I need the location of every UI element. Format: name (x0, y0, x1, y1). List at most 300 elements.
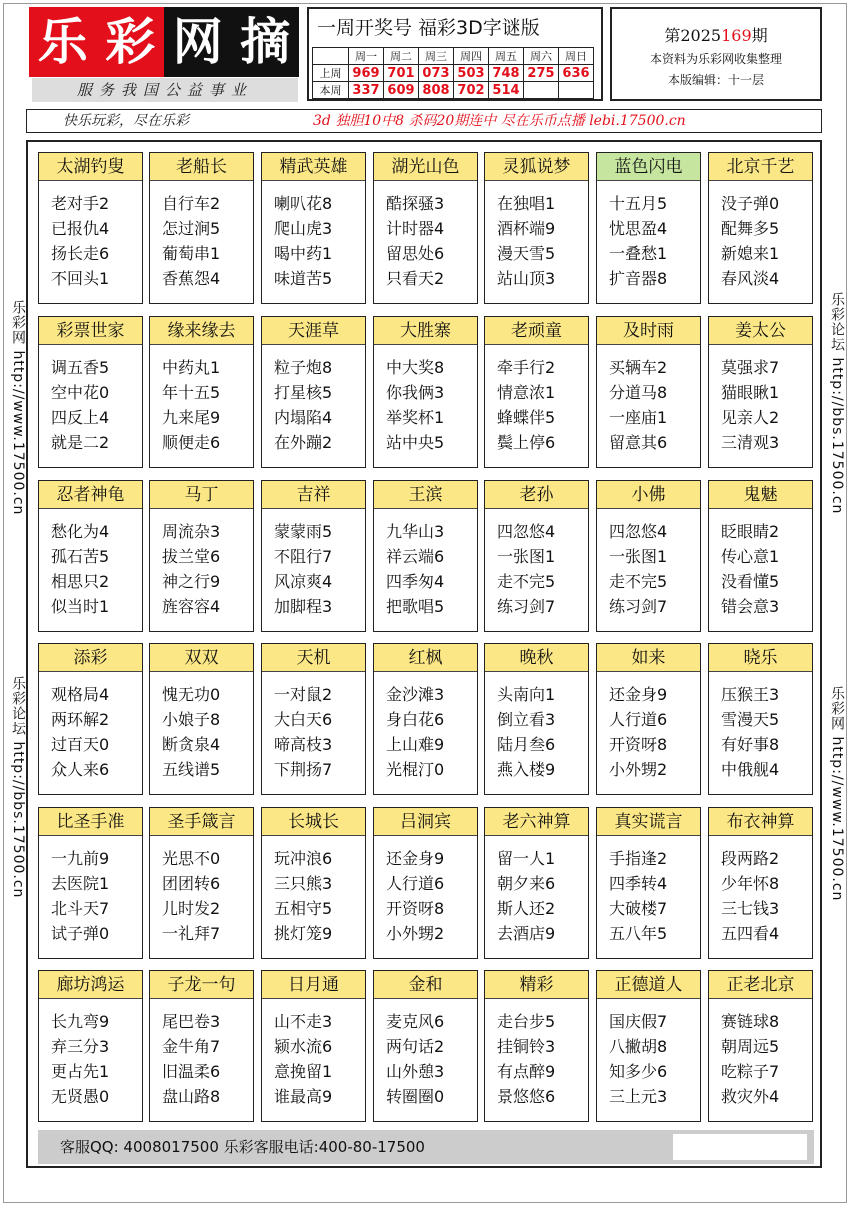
riddle-line: 年十五5 (162, 383, 221, 402)
riddle-line: 五四看4 (721, 924, 780, 943)
riddle-line: 顺便走6 (162, 433, 221, 452)
riddle-line: 走不完5 (497, 572, 556, 591)
riddle-line: 没看懂5 (721, 572, 780, 591)
riddle-cell (484, 480, 589, 632)
draw-number: 073 (419, 65, 454, 82)
riddle-cell (373, 480, 478, 632)
riddle-line: 八撇胡8 (609, 1037, 668, 1056)
riddle-line: 牵手行2 (497, 358, 556, 377)
riddle-line: 意挽留1 (274, 1062, 333, 1081)
riddle-lines (597, 345, 700, 455)
riddle-cell (708, 152, 813, 304)
riddle-line: 你我俩3 (386, 383, 445, 402)
riddle-line: 朝夕来6 (497, 874, 556, 893)
draw-number: 337 (349, 82, 384, 99)
riddle-author: 吕洞宾 (374, 808, 477, 836)
riddle-line: 旧温柔6 (162, 1062, 221, 1081)
riddle-cell (484, 152, 589, 304)
riddle-line: 陆月叁6 (497, 735, 556, 754)
draw-title: 一周开奖号 福彩3D字谜版 (317, 17, 540, 39)
riddle-lines (709, 836, 812, 946)
riddle-author: 及时雨 (597, 317, 700, 345)
riddle-line: 酒杯端9 (497, 219, 556, 238)
marquee-promo-link[interactable]: 3d 独胆10中8 杀码20期连中 尽在乐币点播 lebi.17500.cn (313, 113, 686, 129)
riddle-cell (149, 970, 254, 1122)
riddle-cell (261, 643, 366, 795)
riddle-line: 救灾外4 (721, 1087, 780, 1106)
riddle-author: 精武英雄 (262, 153, 365, 181)
footer-bar (38, 1130, 814, 1164)
riddle-line: 光思不0 (162, 849, 221, 868)
riddle-line: 站中央5 (386, 433, 445, 452)
day-label: 周一 (349, 48, 384, 65)
issue-editor: 本版编辑：十一层 (667, 73, 764, 87)
riddle-author: 吉祥 (262, 481, 365, 509)
riddle-line: 有好事8 (721, 735, 780, 754)
riddle-line: 爬山虎3 (274, 219, 333, 238)
riddle-line: 空中花0 (51, 383, 110, 402)
riddle-cell (261, 970, 366, 1122)
riddle-line: 儿时发2 (162, 899, 221, 918)
riddle-line: 猫眼瞅1 (721, 383, 780, 402)
draw-number: 609 (384, 82, 419, 99)
riddle-author: 圣手箴言 (150, 808, 253, 836)
riddle-cell (596, 970, 701, 1122)
riddle-line: 在外蹦2 (274, 433, 333, 452)
row-label: 上周 (313, 65, 349, 82)
riddle-line: 新媳来1 (721, 244, 780, 263)
riddle-lines (39, 672, 142, 782)
riddle-line: 自行车2 (162, 194, 221, 213)
riddle-line: 众人来6 (51, 760, 110, 779)
riddle-line: 买辆车2 (609, 358, 668, 377)
riddle-cell (373, 152, 478, 304)
riddle-line: 下荆扬7 (274, 760, 333, 779)
side-text-right-bottom: 乐彩网 http://www.17500.cn (829, 686, 845, 902)
riddle-line: 中俄舰4 (721, 760, 780, 779)
riddle-line: 大白天6 (274, 710, 333, 729)
riddle-line: 压猴王3 (721, 685, 780, 704)
riddle-lines (485, 672, 588, 782)
day-label: 周日 (559, 48, 594, 65)
slogan: 服务我国公益事业 (32, 78, 298, 102)
day-label: 周六 (524, 48, 559, 65)
riddle-author: 彩票世家 (39, 317, 142, 345)
riddle-author: 真实谎言 (597, 808, 700, 836)
riddle-line: 两环解2 (51, 710, 110, 729)
logo-char-2: 彩 (97, 7, 165, 77)
riddle-lines (262, 836, 365, 946)
riddle-lines (39, 999, 142, 1109)
issue-box (610, 7, 822, 101)
riddle-line: 还金身9 (609, 685, 668, 704)
riddle-line: 开资呀8 (386, 899, 445, 918)
issue-note: 本资料为乐彩网收集整理 (649, 52, 782, 66)
riddle-lines (597, 836, 700, 946)
riddle-author: 小佛 (597, 481, 700, 509)
riddle-cell (596, 152, 701, 304)
riddle-line: 怎过涧5 (162, 219, 221, 238)
riddle-line: 扬长走6 (51, 244, 110, 263)
riddle-lines (374, 836, 477, 946)
riddle-line: 练习剑7 (609, 597, 668, 616)
riddle-lines (374, 509, 477, 619)
draw-row-this-week (313, 82, 594, 99)
riddle-line: 国庆假7 (609, 1012, 668, 1031)
riddle-line: 有点醉9 (497, 1062, 556, 1081)
riddle-line: 一对鼠2 (274, 685, 333, 704)
riddle-lines (485, 509, 588, 619)
riddle-lines (150, 672, 253, 782)
riddle-cell (261, 316, 366, 468)
riddle-author: 鬼魅 (709, 481, 812, 509)
riddle-line: 加脚程3 (274, 597, 333, 616)
riddle-line: 过百天0 (51, 735, 110, 754)
riddle-line: 谁最高9 (274, 1087, 333, 1106)
riddle-lines (150, 509, 253, 619)
riddle-line: 三七钱3 (721, 899, 780, 918)
riddle-author: 大胜寨 (374, 317, 477, 345)
riddle-line: 景悠悠6 (497, 1087, 556, 1106)
riddle-line: 山不走3 (274, 1012, 333, 1031)
riddle-author: 添彩 (39, 644, 142, 672)
draw-row-last-week (313, 65, 594, 82)
riddle-lines (150, 181, 253, 291)
riddle-line: 三清观3 (721, 433, 780, 452)
riddle-author: 晚秋 (485, 644, 588, 672)
riddle-line: 孤石苦5 (51, 547, 110, 566)
day-label: 周四 (454, 48, 489, 65)
riddle-cell (484, 807, 589, 959)
riddle-line: 玩冲浪6 (274, 849, 333, 868)
riddle-cell (708, 643, 813, 795)
riddle-cell (149, 807, 254, 959)
riddle-author: 长城长 (262, 808, 365, 836)
riddle-line: 观格局4 (51, 685, 110, 704)
day-label: 周五 (489, 48, 524, 65)
logo-char-4: 摘 (232, 7, 300, 77)
draw-corner (313, 48, 349, 65)
riddle-lines (150, 345, 253, 455)
riddle-line: 两句话2 (386, 1037, 445, 1056)
riddle-line: 味道苦5 (274, 269, 333, 288)
riddle-lines (485, 345, 588, 455)
marquee-bar (26, 109, 822, 133)
riddle-line: 走台步5 (497, 1012, 556, 1031)
riddle-lines (709, 509, 812, 619)
riddle-line: 情意浓1 (497, 383, 556, 402)
riddle-line: 中大奖8 (386, 358, 445, 377)
riddle-line: 金牛角7 (162, 1037, 221, 1056)
riddle-cell (373, 316, 478, 468)
riddle-cell (261, 480, 366, 632)
riddle-line: 斯人还2 (497, 899, 556, 918)
riddle-author: 比圣手准 (39, 808, 142, 836)
riddle-line: 神之行9 (162, 572, 221, 591)
riddle-line: 计时器4 (386, 219, 445, 238)
side-text-left-bottom: 乐彩论坛 http://bbs.17500.cn (10, 676, 26, 899)
riddle-line: 无贤愚0 (51, 1087, 110, 1106)
riddle-line: 人行道6 (386, 874, 445, 893)
riddle-line: 一张图1 (609, 547, 668, 566)
riddle-line: 挑灯笼9 (274, 924, 333, 943)
riddle-line: 倒立看3 (497, 710, 556, 729)
riddle-line: 四季转4 (609, 874, 668, 893)
issue-number (612, 23, 820, 46)
riddle-line: 吃粽子7 (721, 1062, 780, 1081)
riddle-author: 晓乐 (709, 644, 812, 672)
riddle-author: 老船长 (150, 153, 253, 181)
riddle-lines (597, 181, 700, 291)
riddle-line: 大破楼7 (609, 899, 668, 918)
riddle-cell (38, 643, 143, 795)
riddle-line: 不阻行7 (274, 547, 333, 566)
riddle-line: 走不完5 (609, 572, 668, 591)
riddle-lines (150, 836, 253, 946)
riddle-author: 老六神算 (485, 808, 588, 836)
riddle-lines (39, 181, 142, 291)
riddle-line: 配舞多5 (721, 219, 780, 238)
issue-prefix: 第2025 (664, 26, 722, 45)
riddle-line: 三只熊3 (274, 874, 333, 893)
riddle-cell (708, 970, 813, 1122)
riddle-cell (261, 807, 366, 959)
riddle-author: 日月通 (262, 971, 365, 999)
riddle-line: 一座庙1 (609, 408, 668, 427)
riddle-line: 莫强求7 (721, 358, 780, 377)
riddle-line: 五八年5 (609, 924, 668, 943)
riddle-author: 双双 (150, 644, 253, 672)
riddle-lines (262, 999, 365, 1109)
riddle-lines (262, 672, 365, 782)
riddle-line: 四反上4 (51, 408, 110, 427)
riddle-line: 就是二2 (51, 433, 110, 452)
riddle-line: 团团转6 (162, 874, 221, 893)
riddle-author: 蓝色闪电 (597, 153, 700, 181)
riddle-author: 天机 (262, 644, 365, 672)
riddle-line: 五线谱5 (162, 760, 221, 779)
riddle-line: 练习剑7 (497, 597, 556, 616)
riddle-author: 姜太公 (709, 317, 812, 345)
riddle-lines (262, 345, 365, 455)
riddle-line: 打星核5 (274, 383, 333, 402)
riddle-line: 四忽悠4 (497, 522, 556, 541)
riddle-cell (484, 643, 589, 795)
riddle-author: 廊坊鸿运 (39, 971, 142, 999)
riddle-line: 见亲人2 (721, 408, 780, 427)
riddle-cell (261, 152, 366, 304)
riddle-line: 风凉爽4 (274, 572, 333, 591)
riddle-line: 葡萄串1 (162, 244, 221, 263)
riddle-line: 头南向1 (497, 685, 556, 704)
riddle-line: 盘山路8 (162, 1087, 221, 1106)
riddle-cell (38, 480, 143, 632)
riddle-lines (709, 181, 812, 291)
riddle-line: 断贪泉4 (162, 735, 221, 754)
logo-char-3: 网 (164, 7, 232, 77)
riddle-line: 弃三分3 (51, 1037, 110, 1056)
riddle-line: 九来尾9 (162, 408, 221, 427)
riddle-line: 一礼拜7 (162, 924, 221, 943)
riddle-line: 光棍汀0 (386, 760, 445, 779)
riddle-cell (708, 480, 813, 632)
riddle-author: 老顽童 (485, 317, 588, 345)
riddle-author: 太湖钓叟 (39, 153, 142, 181)
riddle-lines (709, 999, 812, 1109)
riddle-cell (596, 643, 701, 795)
riddle-line: 中药丸1 (162, 358, 221, 377)
draw-days-row (313, 48, 594, 65)
riddle-line: 段两路2 (721, 849, 780, 868)
draw-number (524, 82, 559, 99)
riddle-lines (39, 509, 142, 619)
riddle-line: 五相守5 (274, 899, 333, 918)
riddle-lines (150, 999, 253, 1109)
footer-contact: 客服QQ: 4008017500 乐彩客服电话:400-80-17500 (60, 1138, 425, 1156)
riddle-lines (709, 672, 812, 782)
riddle-lines (39, 836, 142, 946)
riddle-line: 已报仇4 (51, 219, 110, 238)
riddle-author: 子龙一句 (150, 971, 253, 999)
riddle-line: 人行道6 (609, 710, 668, 729)
draw-number: 275 (524, 65, 559, 82)
riddle-author: 北京千艺 (709, 153, 812, 181)
issue-num: 169 (721, 26, 752, 45)
riddle-author: 灵狐说梦 (485, 153, 588, 181)
riddle-line: 更占先1 (51, 1062, 110, 1081)
riddle-line: 旌容容4 (162, 597, 221, 616)
day-label: 周二 (384, 48, 419, 65)
riddle-line: 漫天雪5 (497, 244, 556, 263)
riddle-cell (149, 480, 254, 632)
riddle-line: 粒子炮8 (274, 358, 333, 377)
riddle-line: 四忽悠4 (609, 522, 668, 541)
riddle-line: 相思只2 (51, 572, 110, 591)
riddle-lines (709, 345, 812, 455)
riddle-line: 尾巴卷3 (162, 1012, 221, 1031)
riddle-line: 喝中药1 (274, 244, 333, 263)
riddle-author: 马丁 (150, 481, 253, 509)
riddle-cell (149, 152, 254, 304)
riddle-author: 忍者神龟 (39, 481, 142, 509)
riddle-cell (373, 970, 478, 1122)
marquee-left: 快乐玩彩，尽在乐彩 (63, 113, 189, 129)
riddle-line: 祥云端6 (386, 547, 445, 566)
riddle-line: 麦克风6 (386, 1012, 445, 1031)
riddle-cell (596, 316, 701, 468)
riddle-cell (484, 970, 589, 1122)
riddle-cell (373, 807, 478, 959)
side-text-right-top: 乐彩论坛 http://bbs.17500.cn (829, 292, 845, 515)
riddle-author: 正德道人 (597, 971, 700, 999)
riddle-line: 山外憩3 (386, 1062, 445, 1081)
riddle-lines (485, 999, 588, 1109)
riddle-line: 上山难9 (386, 735, 445, 754)
draw-number: 636 (559, 65, 594, 82)
riddle-line: 去医院1 (51, 874, 110, 893)
riddle-line: 颍水流6 (274, 1037, 333, 1056)
riddle-line: 四季匆4 (386, 572, 445, 591)
riddle-lines (262, 181, 365, 291)
riddle-line: 一九前9 (51, 849, 110, 868)
riddle-line: 一叠愁1 (609, 244, 668, 263)
draw-number: 503 (454, 65, 489, 82)
riddle-line: 春风淡4 (721, 269, 780, 288)
riddle-line: 酷探骚3 (386, 194, 445, 213)
riddle-line: 赛链球8 (721, 1012, 780, 1031)
row-label: 本周 (313, 82, 349, 99)
riddle-line: 留思处6 (386, 244, 445, 263)
riddle-line: 只看天2 (386, 269, 445, 288)
draw-number: 808 (419, 82, 454, 99)
riddle-line: 没子弹0 (721, 194, 780, 213)
draw-table (312, 47, 594, 99)
riddle-line: 小外甥2 (609, 760, 668, 779)
riddle-line: 小娘子8 (162, 710, 221, 729)
draw-number: 969 (349, 65, 384, 82)
riddle-lines (39, 345, 142, 455)
riddle-line: 愁化为4 (51, 522, 110, 541)
riddle-line: 举奖杯1 (386, 408, 445, 427)
riddle-line: 三上元3 (609, 1087, 668, 1106)
riddle-line: 传心意1 (721, 547, 780, 566)
riddle-cell (38, 152, 143, 304)
riddle-line: 鬓上停6 (497, 433, 556, 452)
riddle-line: 周流杂3 (162, 522, 221, 541)
riddle-line: 调五香5 (51, 358, 110, 377)
draw-number: 514 (489, 82, 524, 99)
issue-suffix: 期 (751, 26, 768, 45)
riddle-line: 分道马8 (609, 383, 668, 402)
riddle-cell (708, 807, 813, 959)
riddle-line: 不回头1 (51, 269, 110, 288)
riddle-author: 金和 (374, 971, 477, 999)
riddle-line: 老对手2 (51, 194, 110, 213)
riddle-lines (374, 345, 477, 455)
riddle-line: 十五月5 (609, 194, 668, 213)
riddle-lines (374, 181, 477, 291)
riddle-lines (374, 999, 477, 1109)
riddle-line: 在独唱1 (497, 194, 556, 213)
riddle-author: 王滨 (374, 481, 477, 509)
riddle-author: 精彩 (485, 971, 588, 999)
riddle-cell (708, 316, 813, 468)
draw-number: 701 (384, 65, 419, 82)
riddle-line: 啼高枝3 (274, 735, 333, 754)
riddle-line: 知多少6 (609, 1062, 668, 1081)
riddle-cell (596, 807, 701, 959)
riddle-author: 天涯草 (262, 317, 365, 345)
riddle-lines (597, 672, 700, 782)
riddle-line: 扩音器8 (609, 269, 668, 288)
riddle-line: 小外甥2 (386, 924, 445, 943)
weekly-draw-box (307, 7, 603, 101)
riddle-line: 挂铜铃3 (497, 1037, 556, 1056)
draw-number: 748 (489, 65, 524, 82)
riddle-cell (149, 643, 254, 795)
riddle-author: 布衣神算 (709, 808, 812, 836)
riddle-lines (374, 672, 477, 782)
riddle-line: 留一人1 (497, 849, 556, 868)
riddle-line: 还金身9 (386, 849, 445, 868)
draw-number (559, 82, 594, 99)
riddle-author: 老孙 (485, 481, 588, 509)
riddle-line: 试子弹0 (51, 924, 110, 943)
riddle-line: 少年怀8 (721, 874, 780, 893)
riddle-author: 如来 (597, 644, 700, 672)
riddle-cell (38, 970, 143, 1122)
riddle-line: 似当时1 (51, 597, 110, 616)
